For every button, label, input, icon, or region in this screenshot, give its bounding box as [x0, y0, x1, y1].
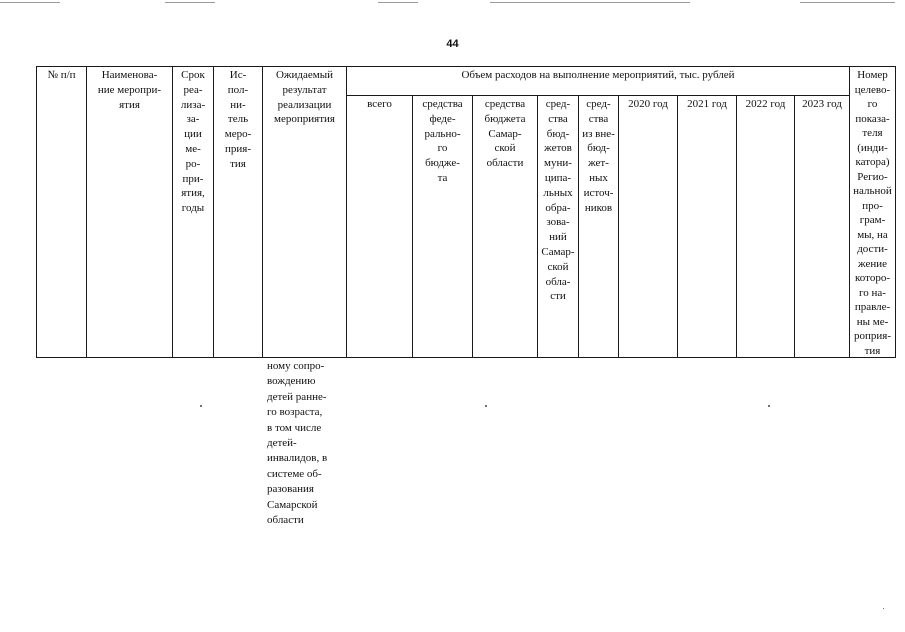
- continuation-text: ному сопро- вождению детей ранне- го возраста, в том числе детей- инвалидов, в системе об- разования Самарской области: [267, 360, 328, 527]
- subheader-2021: 2021 год: [687, 98, 727, 110]
- scan-artifact-line: [0, 2, 60, 3]
- scan-artifact-line: [800, 2, 895, 3]
- subheader-2020: 2020 год: [628, 98, 668, 110]
- header-number: № п/п: [47, 69, 76, 81]
- header-expected-result: Ожидаемый результат реализации мероприятия: [274, 69, 335, 126]
- header-expenses: Объем расходов на выполнение мероприятий, тыс. рублей: [461, 69, 735, 81]
- header-name: Наименова- ние меропри- ятия: [97, 69, 162, 111]
- header-executor: Ис- пол- ни- тель меро- прия- тия: [224, 69, 252, 170]
- subheader-federal: средства феде- рально- го бюдже- та: [422, 98, 463, 184]
- subheader-regional: средства бюджета Самар- ской области: [484, 98, 526, 170]
- subheader-2022: 2022 год: [745, 98, 786, 110]
- subheader-total: всего: [367, 98, 392, 110]
- scan-artifact-line: [490, 2, 690, 3]
- subheader-2023: 2023 год: [802, 98, 842, 110]
- header-period: Срок реа- лиза- за- ции ме- ро- при- ятия, годы: [180, 69, 206, 215]
- scan-artifact-line: [165, 2, 215, 3]
- scan-speck: [883, 608, 884, 609]
- scan-speck: [200, 405, 202, 407]
- subheader-municipal: сред- ства бюд- жетов муни- ципа- льных обра- зова- ний Самар- ской обла- сти: [541, 98, 575, 303]
- header-indicator-number: Номер целево- го показа- теля (инди- катора) Регио- нальной про- грам- мы, на дости- жение которо- го на- правле- ны ме- роприя- тия: [853, 69, 892, 357]
- scan-speck: [768, 405, 770, 407]
- scan-speck: [485, 405, 487, 407]
- subheader-extrabudget: сред- ства из вне- бюд- жет- ных источ- ников: [582, 98, 615, 214]
- scan-artifact-line: [378, 2, 418, 3]
- page-number: 44: [446, 38, 459, 50]
